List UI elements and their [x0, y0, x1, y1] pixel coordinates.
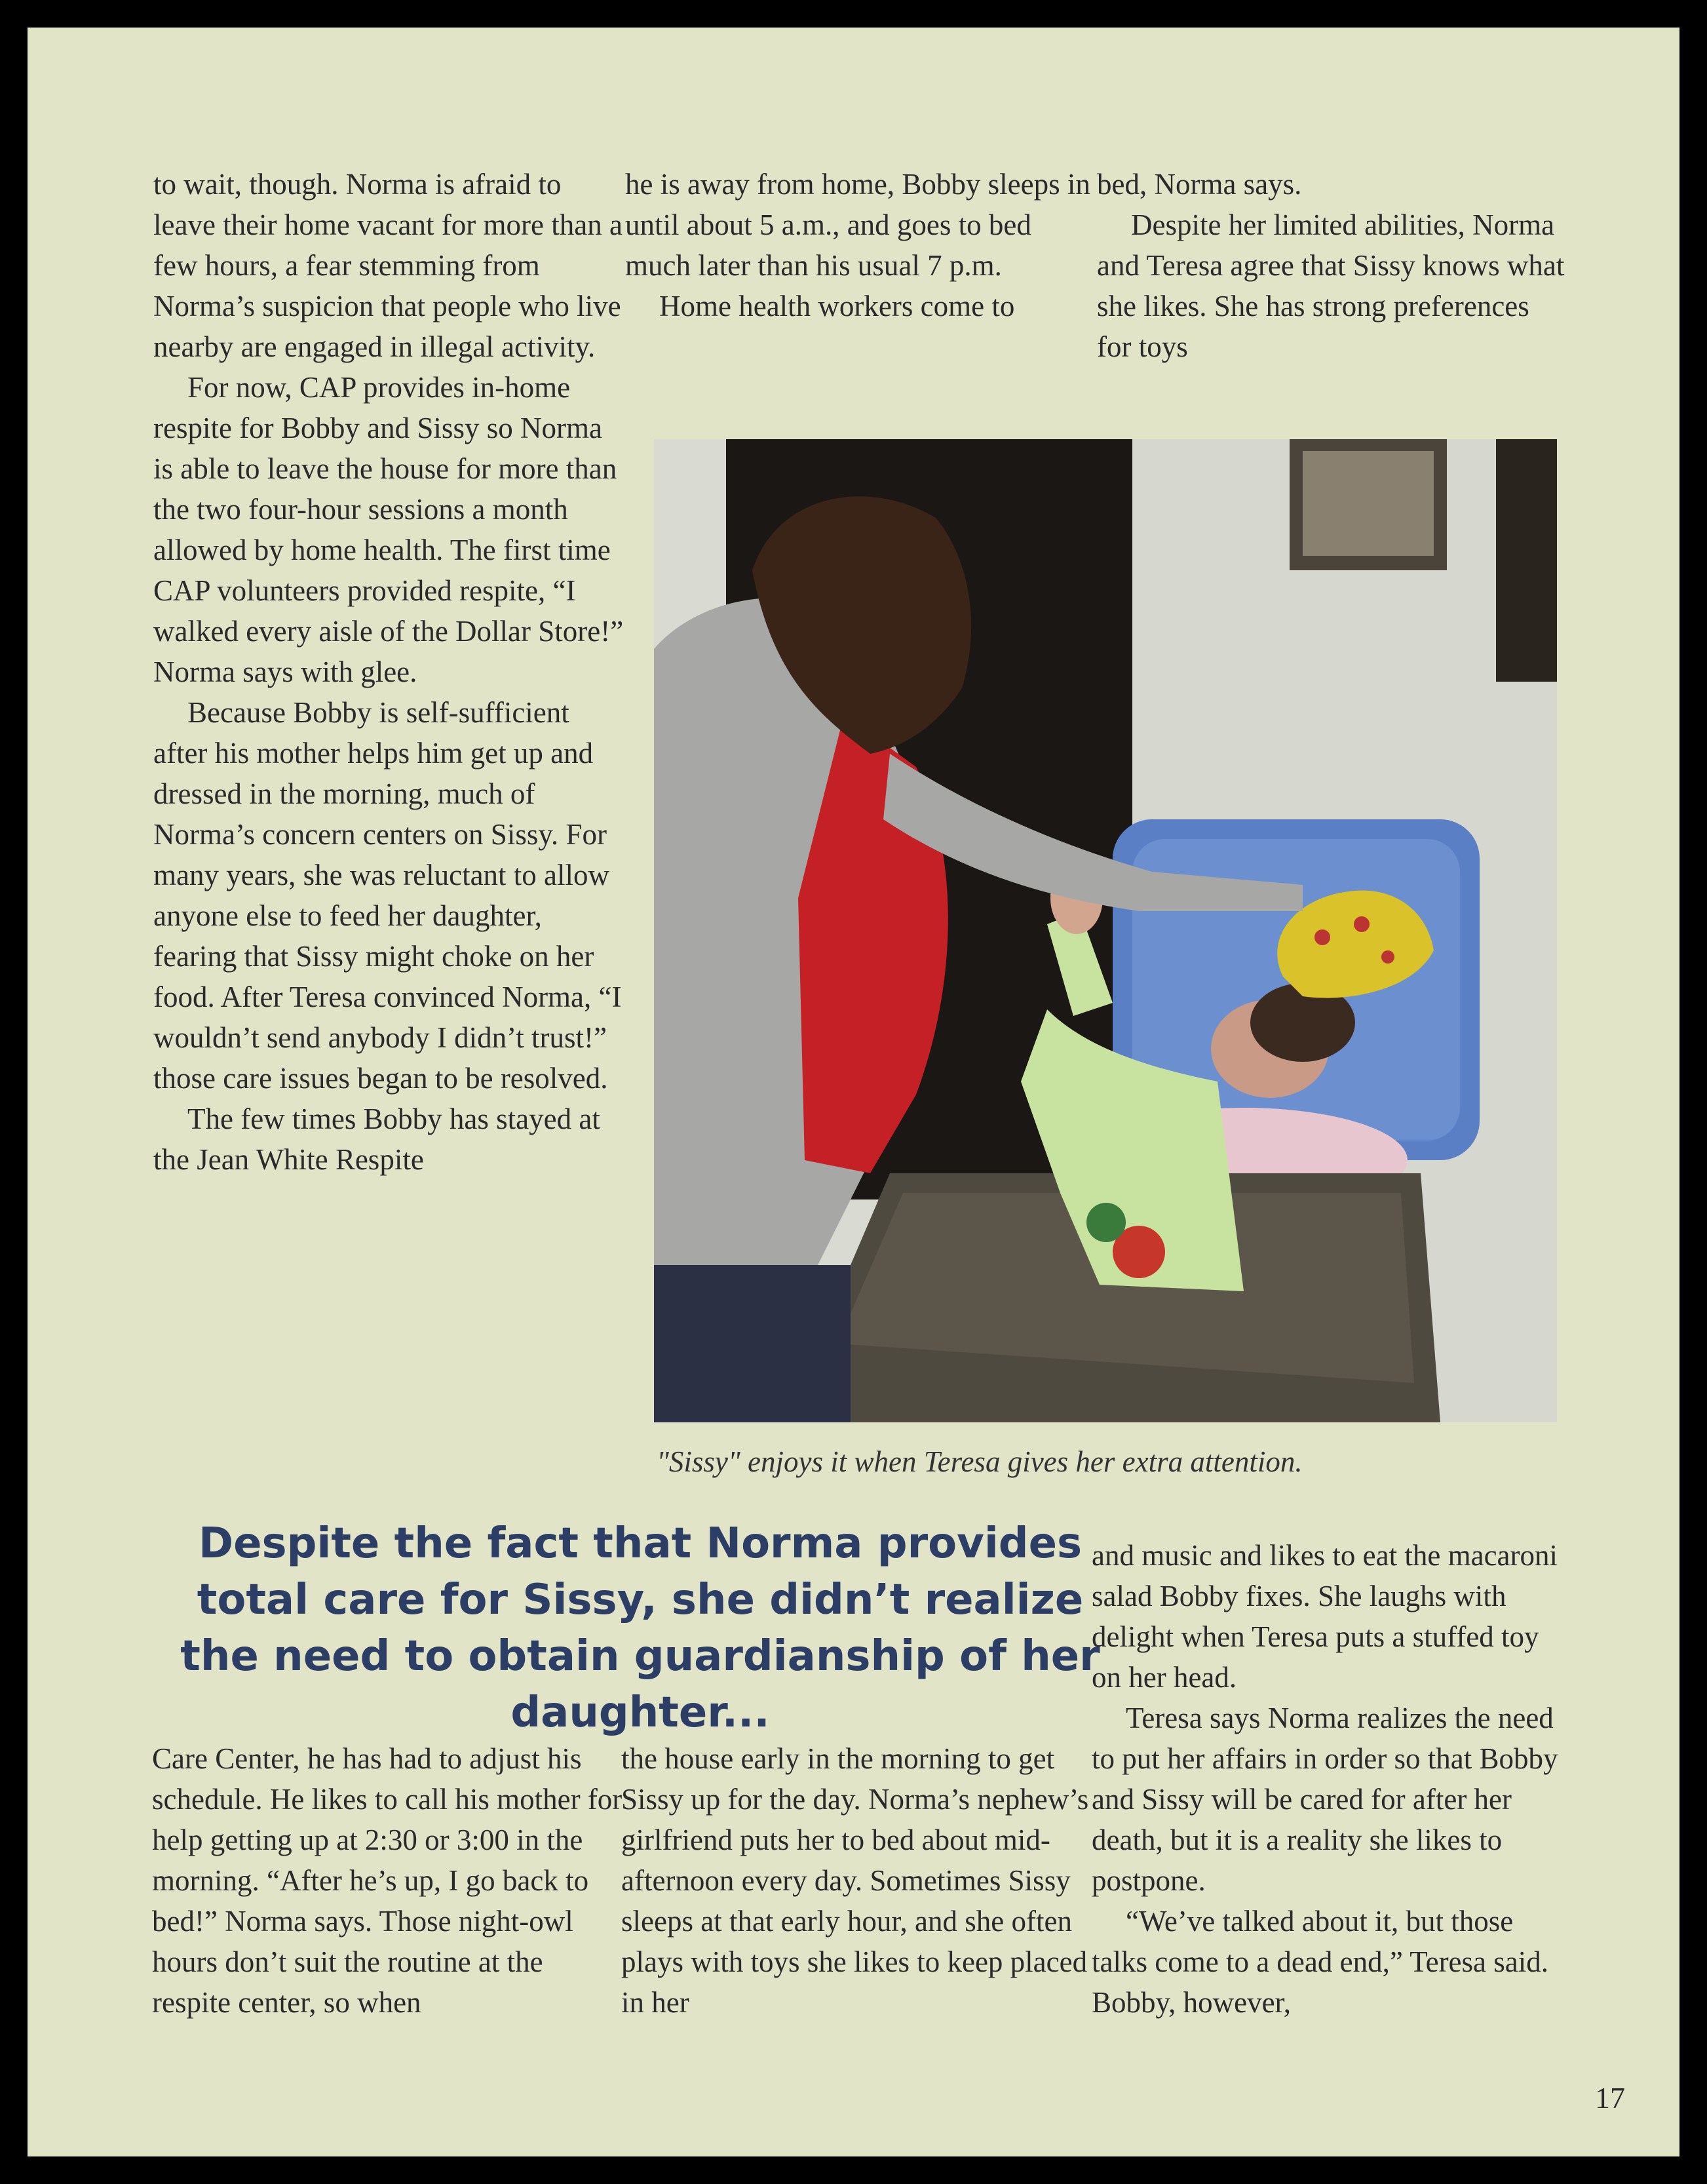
paragraph: Teresa says Norma realizes the need to put her affairs in order so that Bobby and Sissy will be cared for after her death, but it is a reality she likes to postpone.: [1092, 1702, 1558, 1897]
paragraph: Because Bobby is self-sufficient after his mother helps him get up and dressed in the morning, much of Norma’s concern centers on Sissy. For many years, she was reluctant to allow anyone else to feed her daughter, fearing that Sissy might choke on her food. After Teresa convinced Norma, “I wouldn’t send anybody I didn’t trust!” those care issues began to be resolved.: [153, 696, 622, 1095]
photo-caption: "Sissy" enjoys it when Teresa gives her extra attention.: [657, 1445, 1303, 1478]
top-column-2: [625, 164, 1097, 326]
page-number: 17: [1595, 2081, 1625, 2115]
top-column-3: [1097, 164, 1569, 367]
paragraph: Care Center, he has had to adjust his schedule. He likes to call his mother for help getting up at 2:30 or 3:00 in the morning. “After he’s up, I go back to bed!” Norma says. Those night-owl hours don’t suit the routine at the respite center, so when: [152, 1742, 623, 2019]
bottom-column-1: [152, 1738, 624, 2023]
paragraph: The few times Bobby has stayed at the Jean White Respite: [153, 1102, 600, 1176]
bottom-column-2: [621, 1738, 1093, 2023]
pull-quote: Despite the fact that Norma provides total care for Sissy, she didn’t realize the need to obtain guardianship of her daughter...: [180, 1519, 1100, 1737]
bottom-column-3: [1092, 1535, 1563, 2023]
paragraph: For now, CAP provides in-home respite for Bobby and Sissy so Norma is able to leave the house for more than the two four-hour sessions a month allowed by home health. The first time CAP volunteers provided respite, “I walked every aisle of the Dollar Store!” Norma says with glee.: [153, 371, 624, 688]
paragraph: bed, Norma says.: [1097, 168, 1302, 201]
paragraph: the house early in the morning to get Sissy up for the day. Norma’s nephew’s girlfriend puts her to bed about mid-afternoon every day. Sometimes Sissy sleeps at that early hour, and she often plays with toys she likes to keep placed in her: [621, 1742, 1089, 2019]
magazine-page: [28, 28, 1679, 2156]
photo-illustration: [654, 439, 1557, 1422]
top-column-1: [153, 164, 625, 1180]
paragraph: he is away from home, Bobby sleeps in until about 5 a.m., and goes to bed much later than his usual 7 p.m.: [625, 168, 1090, 282]
article-photo: [654, 439, 1557, 1422]
paragraph: Despite her limited abilities, Norma and Teresa agree that Sissy knows what she likes. She has strong preferences for toys: [1097, 208, 1565, 363]
paragraph: and music and likes to eat the macaroni salad Bobby fixes. She laughs with delight when Teresa puts a stuffed toy on her head.: [1092, 1539, 1558, 1694]
paragraph: “We’ve talked about it, but those talks come to a dead end,” Teresa said. Bobby, however,: [1092, 1905, 1548, 2019]
paragraph: to wait, though. Norma is afraid to leave their home vacant for more than a few hours, a fear stemming from Norma’s suspicion that people who live nearby are engaged in illegal activity.: [153, 168, 623, 363]
paragraph: Home health workers come to: [659, 290, 1015, 322]
